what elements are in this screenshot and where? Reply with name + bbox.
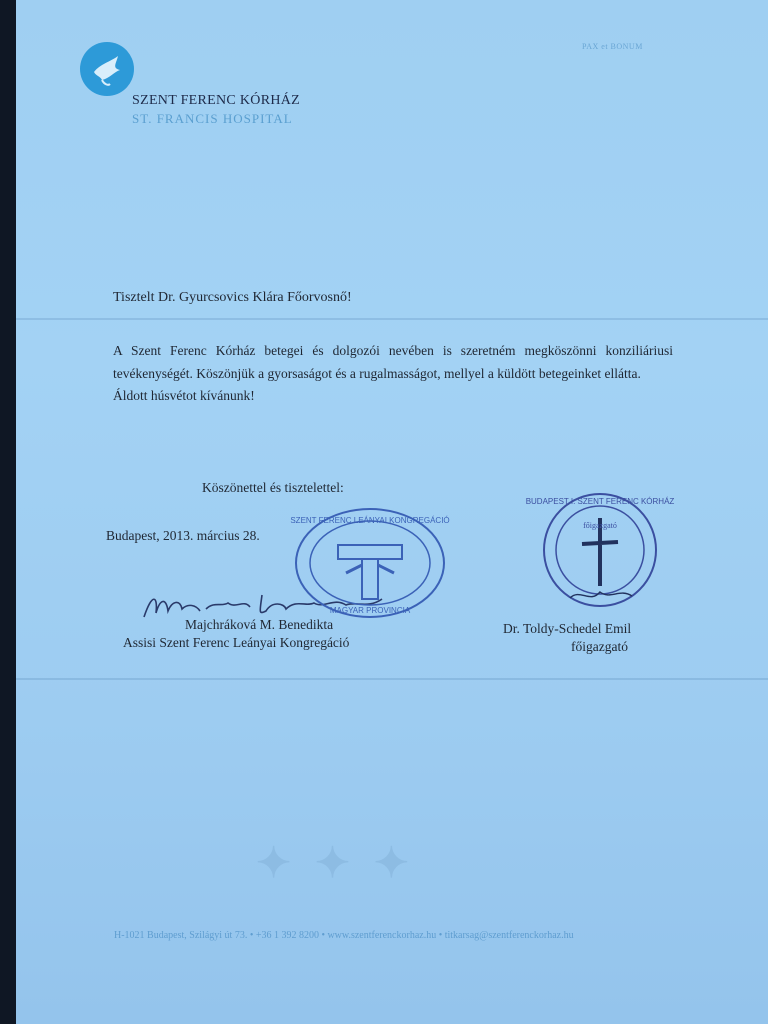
paper-fold bbox=[16, 318, 768, 320]
svg-text:SZENT FERENC LEÁNYAI KONGREGÁC: SZENT FERENC LEÁNYAI KONGREGÁCIÓ bbox=[290, 516, 450, 525]
watermark: ✦ ✦ ✦ bbox=[256, 839, 415, 886]
body-paragraph: A Szent Ferenc Kórház betegei és dolgozói nevében is szeretném megköszönni konziliáriusi tevékenységét. Köszönjük a gyorsaságot és a rugalmasságot, mellyel a küldött betegeinket ellátta. bbox=[113, 343, 673, 381]
hospital-stamp bbox=[525, 488, 675, 618]
congregation-stamp bbox=[290, 503, 450, 623]
letter-sheet bbox=[16, 0, 768, 1024]
salutation: Tisztelt Dr. Gyurcsovics Klára Főorvosnő! bbox=[113, 290, 352, 305]
body-paragraph: Áldott húsvétot kívánunk! bbox=[113, 388, 255, 403]
svg-text:MAGYAR PROVINCIA: MAGYAR PROVINCIA bbox=[329, 606, 411, 615]
svg-text:BUDAPEST I. SZENT FERENC KÓRHÁ: BUDAPEST I. SZENT FERENC KÓRHÁZ bbox=[525, 497, 675, 506]
letter-body bbox=[113, 340, 673, 408]
signatory-role: Assisi Szent Ferenc Leányai Kongregáció bbox=[123, 635, 350, 650]
closing-line: Köszönettel és tisztelettel: bbox=[202, 480, 344, 495]
motto: PAX et BONUM bbox=[582, 42, 643, 51]
dove-icon bbox=[80, 42, 134, 96]
signatory-name: Dr. Toldy-Schedel Emil bbox=[503, 621, 632, 636]
hospital-name: SZENT FERENC KÓRHÁZ bbox=[132, 93, 301, 108]
place-date: Budapest, 2013. március 28. bbox=[106, 528, 260, 543]
signatory-name: Majchráková M. Benedikta bbox=[185, 617, 334, 632]
paper-fold bbox=[16, 678, 768, 680]
svg-text:főigazgató: főigazgató bbox=[583, 521, 617, 530]
signatory-role: főigazgató bbox=[571, 639, 628, 654]
hospital-name-english: ST. FRANCIS HOSPITAL bbox=[132, 111, 293, 126]
letter-footer: H-1021 Budapest, Szilágyi út 73. • +36 1 392 8200 • www.szentferenckorhaz.hu • titkarsag@szentferenckorhaz.hu bbox=[114, 930, 574, 941]
